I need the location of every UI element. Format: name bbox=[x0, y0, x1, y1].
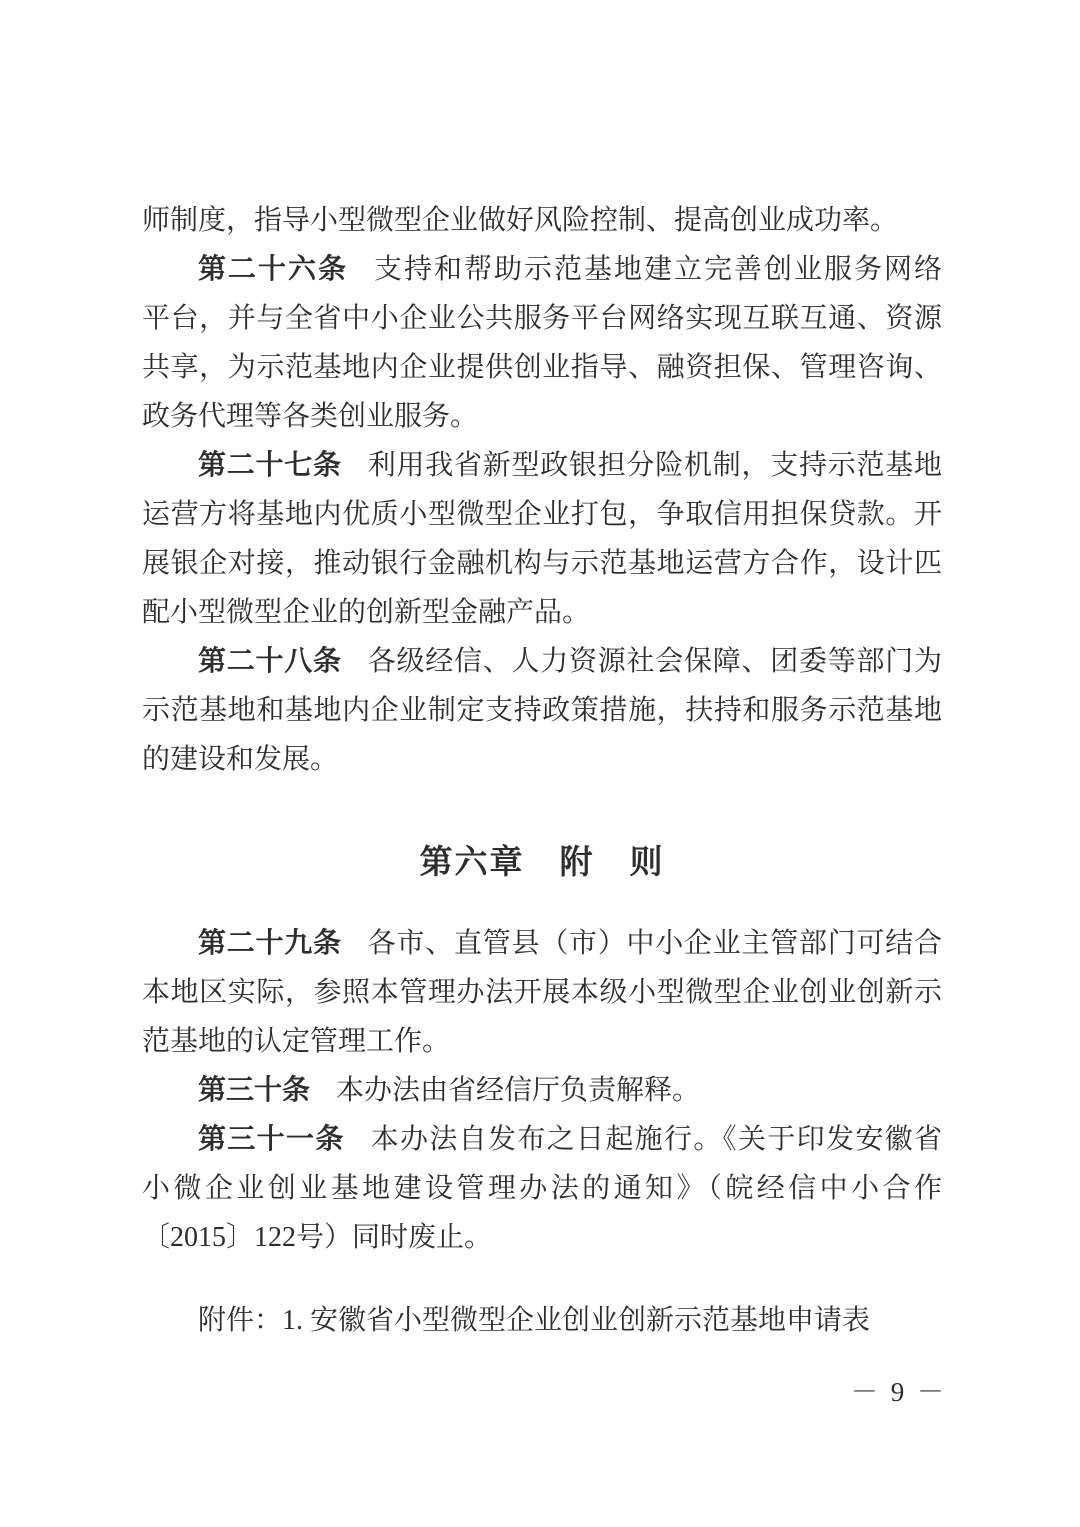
article-29-first-text: 各市、直管县（市）中小企业主管部门可结合 bbox=[367, 928, 942, 959]
chapter-heading: 第六章 附 则 bbox=[419, 845, 665, 881]
article-26-first-line bbox=[142, 245, 942, 294]
article-26 bbox=[142, 245, 942, 441]
article-27-line: 展银企对接，推动银行金融机构与示范基地运营方合作，设计匹 bbox=[142, 548, 942, 579]
article-31-label: 第三十一条 bbox=[198, 1124, 345, 1155]
article-31-first-text: 本办法自发布之日起施行。《关于印发安徽省 bbox=[370, 1124, 942, 1155]
article-30-first-line bbox=[142, 1066, 942, 1115]
article-27-line: 运营方将基地内优质小型微型企业打包，争取信用担保贷款。开 bbox=[142, 499, 942, 530]
article-28 bbox=[142, 637, 942, 784]
article-31-line: 小微企业创业基地建设管理办法的通知》（皖经信中小合作 bbox=[142, 1173, 942, 1204]
article-28-line: 示范基地和基地内企业制定支持政策措施，扶持和服务示范基地 bbox=[142, 695, 942, 726]
article-27 bbox=[142, 441, 942, 637]
article-29-first-line bbox=[142, 919, 942, 968]
article-30 bbox=[142, 1066, 942, 1115]
article-29-line: 本地区实际，参照本管理办法开展本级小型微型企业创业创新示 bbox=[142, 977, 942, 1008]
article-28-first-text: 各级经信、人力资源社会保障、团委等部门为 bbox=[367, 646, 942, 677]
article-30-label: 第三十条 bbox=[198, 1075, 311, 1106]
article-26-line: 平台，并与全省中小企业公共服务平台网络实现互联互通、资源 bbox=[142, 303, 942, 334]
article-28-label: 第二十八条 bbox=[198, 646, 342, 677]
article-31-first-line bbox=[142, 1115, 942, 1164]
article-27-line: 配小型微型企业的创新型金融产品。 bbox=[142, 597, 591, 628]
article-26-label: 第二十六条 bbox=[198, 254, 348, 285]
article-28-first-line bbox=[142, 637, 942, 686]
article-31 bbox=[142, 1115, 942, 1262]
page-number: － 9 － bbox=[851, 1377, 947, 1407]
article-26-first-text: 支持和帮助示范基地建立完善创业服务网络 bbox=[374, 254, 942, 285]
article-27-label: 第二十七条 bbox=[198, 450, 342, 481]
article-26-line: 共享，为示范基地内企业提供创业指导、融资担保、管理咨询、 bbox=[142, 352, 942, 383]
paragraph-continuation-line: 师制度，指导小型微型企业做好风险控制、提高创业成功率。 bbox=[142, 205, 899, 236]
article-28-line: 的建设和发展。 bbox=[142, 744, 339, 775]
article-27-first-text: 利用我省新型政银担分险机制，支持示范基地 bbox=[367, 450, 942, 481]
article-26-line: 政务代理等各类创业服务。 bbox=[142, 401, 479, 432]
attachment-line: 附件：1. 安徽省小型微型企业创业创新示范基地申请表 bbox=[198, 1305, 871, 1336]
article-30-first-text: 本办法由省经信厅负责解释。 bbox=[336, 1075, 701, 1106]
article-31-line: 〔2015〕122号）同时废止。 bbox=[142, 1222, 493, 1253]
article-27-first-line bbox=[142, 441, 942, 490]
article-29 bbox=[142, 919, 942, 1066]
article-29-line: 范基地的认定管理工作。 bbox=[142, 1026, 451, 1057]
article-29-label: 第二十九条 bbox=[198, 928, 342, 959]
